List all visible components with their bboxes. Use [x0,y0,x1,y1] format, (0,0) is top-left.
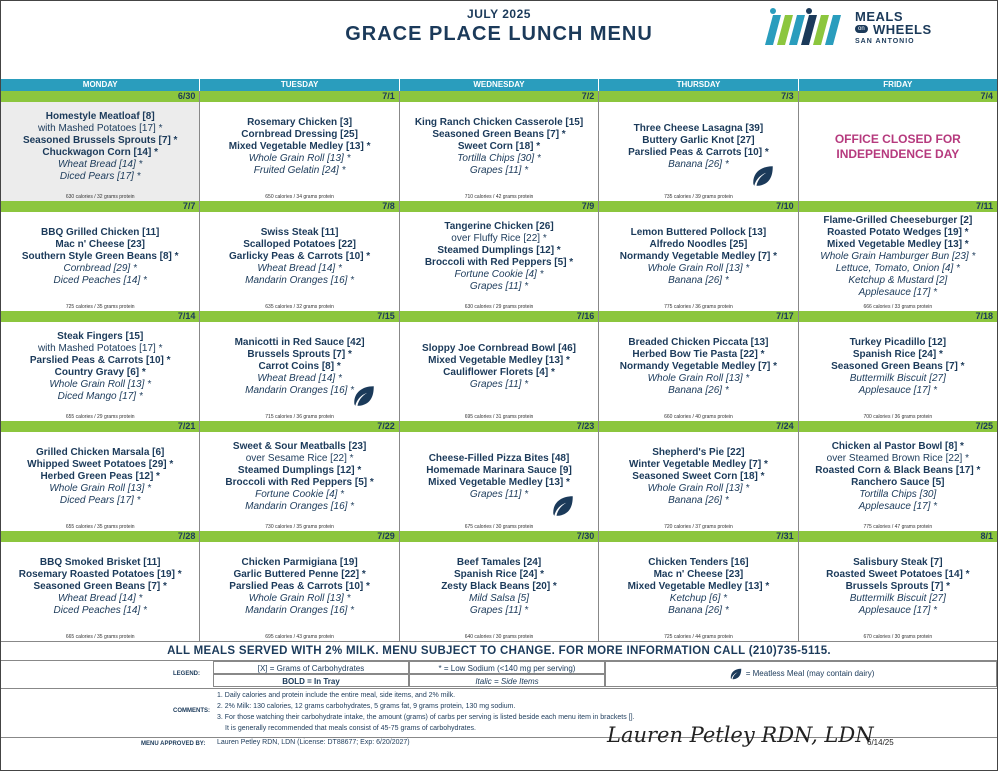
side-item: Ketchup & Mustard [2] [848,274,948,286]
day-menu [799,212,997,301]
meatless-leaf-icon [550,493,576,519]
legend [1,660,997,689]
calorie-info: 675 calories / 30 grams protein [464,524,534,530]
day-menu [599,322,797,411]
side-item: Banana [26] * [668,274,729,286]
side-item: Applesauce [17] * [858,604,938,616]
side-item: Diced Pears [17] * [59,494,141,506]
side-item: Cornbread [29] * [63,262,137,274]
side-item: Ketchup [6] * [669,592,728,604]
day-menu [400,212,598,301]
day-cell [200,91,399,201]
calorie-info: 630 calories / 32 grams protein [65,194,135,200]
legend-meatless [605,661,997,687]
main-item: Seasoned Brussels Sprouts [7] * [22,134,178,146]
main-item: King Ranch Chicken Casserole [15] [414,116,584,128]
day-menu [400,542,598,631]
main-item: Cornbread Dressing [25] [241,128,358,140]
logo-text-city: SAN ANTONIO [855,38,915,45]
main-item: Alfredo Noodles [25] [649,238,748,250]
side-item: Mandarin Oranges [16] * [245,384,355,396]
main-item: BBQ Smoked Brisket [11] [39,556,161,568]
comment-line-4: It is generally recommended that meals consist of 45-75 grams of carbohydrates. [225,725,476,732]
day-menu [1,542,199,631]
legend-meatless-text: = Meatless Meal (may contain dairy) [745,669,875,678]
day-cell [599,311,798,421]
day-date: 7/21 [1,421,199,432]
day-date: 7/29 [200,531,398,542]
day-date: 7/3 [599,91,797,102]
calorie-info: 725 calories / 44 grams protein [664,634,733,640]
calorie-info: 710 calories / 42 grams protein [464,194,534,200]
day-date: 7/16 [400,311,598,322]
week-row [1,91,997,201]
main-item: Seasoned Green Beans [7] * [33,580,167,592]
meatless-leaf-icon [351,383,377,409]
main-item: Herbed Green Peas [12] * [40,470,160,482]
main-item: Flame-Grilled Cheeseburger [2] [823,214,973,226]
main-item: Roasted Corn & Black Beans [17] * [815,464,981,476]
day-cell [599,421,798,531]
day-cell [1,531,200,641]
calorie-info: 775 calories / 36 grams protein [664,304,733,310]
day-cell [1,201,200,311]
week-row [1,201,997,311]
comment-lines [217,690,634,734]
main-item: Shepherd's Pie [22] [652,446,745,458]
day-date: 7/31 [599,531,797,542]
main-item: over Steamed Brown Rice [22] * [826,452,969,464]
main-item: Parslied Peas & Carrots [10] * [628,146,769,158]
day-menu [400,322,598,411]
calorie-info: 695 calories / 43 grams protein [265,634,334,640]
meals-on-wheels-logo [761,5,981,49]
side-item: Diced Mango [17] * [57,390,143,402]
comment-line-3: 3. For those watching their carbohydrate intake, the amount (grams) of carbs per serving is listed beside each menu item in brackets []. [217,714,635,721]
main-item: Chicken Tenders [16] [648,556,749,568]
main-item: Seasoned Sweet Corn [18] * [632,470,765,482]
day-menu [1,212,199,301]
logo-text-on: on [855,25,868,33]
side-item: Whole Grain Roll [13] * [647,372,750,384]
side-item: Whole Grain Roll [13] * [49,482,152,494]
day-date: 7/17 [599,311,797,322]
comment-line-2: 2. 2% Milk: 130 calories, 12 grams carbohydrates, 5 grams fat, 9 grams protein, 130 mg sodium. [217,703,516,710]
side-item: Wheat Bread [14] * [57,158,143,170]
main-item: Mixed Vegetable Medley [13] * [228,140,371,152]
side-item: Mild Salsa [5] [469,592,530,604]
main-item: Manicotti in Red Sauce [42] [234,336,365,348]
day-date: 7/24 [599,421,797,432]
main-item: Rosemary Roasted Potatoes [19] * [18,568,182,580]
side-item: Lettuce, Tomato, Onion [4] * [835,262,960,274]
day-menu [799,542,997,631]
day-date: 7/25 [799,421,997,432]
side-item: Grapes [11] * [469,604,529,616]
day-date: 7/14 [1,311,199,322]
main-item: Parslied Peas & Carrots [10] * [229,580,370,592]
day-cell [400,311,599,421]
calorie-info: 700 calories / 36 grams protein [863,414,933,420]
side-item: Whole Grain Roll [13] * [647,482,750,494]
side-item: Mandarin Oranges [16] * [245,274,355,286]
main-item: Chicken Parmigiana [19] [241,556,358,568]
side-item: Wheat Bread [14] * [57,592,143,604]
side-item: Diced Peaches [14] * [53,604,147,616]
main-item: Mac n' Cheese [23] [55,238,146,250]
calorie-info: 666 calories / 33 grams protein [863,304,933,310]
main-item: Garlic Buttered Penne [22] * [233,568,366,580]
day-cell [799,91,997,201]
day-menu [1,322,199,411]
side-item: Whole Grain Roll [13] * [647,262,750,274]
main-item: Tangerine Chicken [26] [444,220,554,232]
day-menu [200,212,398,301]
main-item: Mixed Vegetable Medley [13] * [428,476,570,488]
main-item: Brussels Sprouts [7] * [247,348,352,360]
side-item: Whole Grain Hamburger Bun [23] * [820,250,976,262]
day-menu [1,432,199,521]
side-item: Fruited Gelatin [24] * [253,164,346,176]
day-date: 7/1 [200,91,398,102]
day-cell [799,531,997,641]
side-item: Grapes [11] * [469,164,529,176]
main-item: Ranchero Sauce [5] [851,476,945,488]
main-item: Roasted Potato Wedges [19] * [827,226,969,238]
day-menu [1,102,199,191]
main-item: Steamed Dumplings [12] * [437,244,561,256]
legend-carbs: [X] = Grams of Carbohydrates [213,661,409,674]
weekday-monday: MONDAY [1,79,200,91]
day-date: 7/22 [200,421,398,432]
day-menu [599,432,797,521]
calorie-info: 655 calories / 29 grams protein [65,414,135,420]
main-item: Normandy Vegetable Medley [7] * [619,360,778,372]
calorie-info: 630 calories / 29 grams protein [464,304,534,310]
day-cell [400,421,599,531]
side-item: Buttermilk Biscuit [27] [849,592,946,604]
calorie-info: 775 calories / 47 grams protein [863,524,933,530]
calorie-info: 665 calories / 35 grams protein [65,634,135,640]
calorie-info: 670 calories / 30 grams protein [863,634,933,640]
day-date: 7/9 [400,201,598,212]
day-cell [799,201,997,311]
day-cell [200,201,399,311]
day-menu [400,102,598,191]
main-item: Carrot Coins [8] * [258,360,341,372]
day-menu [599,212,797,301]
day-menu [200,102,398,191]
legend-low-sodium: * = Low Sodium (<140 mg per serving) [409,661,605,674]
day-date: 7/11 [799,201,997,212]
week-row [1,421,997,531]
legend-bold: BOLD = In Tray [213,674,409,687]
day-date: 7/23 [400,421,598,432]
day-cell [400,91,599,201]
milk-notice: ALL MEALS SERVED WITH 2% MILK. MENU SUBJECT TO CHANGE. FOR MORE INFORMATION CALL (210)735-5115. [1,641,997,661]
legend-label: LEGEND: [173,671,200,677]
main-item: Country Gravy [6] * [54,366,146,378]
calorie-info: 735 calories / 39 grams protein [664,194,733,200]
calorie-info: 655 calories / 35 grams protein [65,524,135,530]
header [1,1,997,53]
main-item: Buttery Garlic Knot [27] [642,134,755,146]
main-item: over Fluffy Rice [22] * [451,232,547,244]
main-item: Mixed Vegetable Medley [13] * [627,580,770,592]
main-item: Southern Style Green Beans [8] * [21,250,179,262]
side-item: Buttermilk Biscuit [27] [849,372,946,384]
approval-label: MENU APPROVED BY: [141,741,206,747]
calorie-info: 695 calories / 31 grams protein [464,414,534,420]
day-menu [200,432,398,521]
day-date: 6/30 [1,91,199,102]
side-item: Grapes [11] * [469,488,529,500]
day-cell [400,201,599,311]
calorie-info: 720 calories / 37 grams protein [664,524,733,530]
main-item: Roasted Sweet Potatoes [14] * [826,568,970,580]
day-menu [799,432,997,521]
day-date: 7/4 [799,91,997,102]
main-item: Cauliflower Florets [4] * [443,366,555,378]
weekday-thursday: THURSDAY [599,79,798,91]
side-item: Diced Pears [17] * [59,170,141,182]
day-cell [1,311,200,421]
side-item: Mandarin Oranges [16] * [245,500,355,512]
main-item: over Sesame Rice [22] * [245,452,354,464]
side-item: Fortune Cookie [4] * [255,488,345,500]
main-item: Steak Fingers [15] [57,330,144,342]
day-cell [200,311,399,421]
day-date: 7/8 [200,201,398,212]
side-item: Banana [26] * [668,494,729,506]
side-item: Whole Grain Roll [13] * [49,378,152,390]
main-item: Turkey Picadillo [12] [849,336,947,348]
logo-text-wheels: WHEELS [873,22,932,37]
main-item: Beef Tamales [24] [456,556,542,568]
main-item: Mac n' Cheese [23] [653,568,744,580]
calorie-info: 660 calories / 40 grams protein [664,414,733,420]
day-date: 7/10 [599,201,797,212]
main-item: with Mashed Potatoes [17] * [37,122,163,134]
main-item: Three Cheese Lasagna [39] [633,122,764,134]
side-item: Applesauce [17] * [858,500,938,512]
logo-text-meals: MEALS [855,9,903,24]
main-item: Normandy Vegetable Medley [7] * [619,250,778,262]
side-item: Wheat Bread [14] * [257,262,342,274]
weekday-tuesday: TUESDAY [200,79,399,91]
main-item: Herbed Bow Tie Pasta [22] * [632,348,765,360]
legend-italic: Italic = Side Items [409,674,605,687]
main-item: Salisbury Steak [7] [853,556,943,568]
main-item: Chicken al Pastor Bowl [8] * [831,440,964,452]
main-item: Chuckwagon Corn [14] * [42,146,158,158]
main-item: Cheese-Filled Pizza Bites [48] [428,452,570,464]
main-item: Swiss Steak [11] [260,226,339,238]
meatless-leaf-icon [750,163,776,189]
main-item: Scalloped Potatoes [22] [243,238,357,250]
main-item: Grilled Chicken Marsala [6] [36,446,165,458]
side-item: Wheat Bread [14] * [257,372,342,384]
calorie-info: 715 calories / 36 grams protein [265,414,334,420]
main-item: with Mashed Potatoes [17] * [37,342,163,354]
menu-title: GRACE PLACE LUNCH MENU [345,23,653,45]
main-item: Seasoned Green Beans [7] * [831,360,965,372]
day-date: 7/7 [1,201,199,212]
approval-text: Lauren Petley RDN, LDN (License: DT88677; Exp: 6/20/2027) [217,739,410,746]
main-item: Broccoli with Red Peppers [5] * [424,256,574,268]
side-item: Applesauce [17] * [858,286,938,298]
side-item: Tortilla Chips [30] [859,488,937,500]
day-menu [200,542,398,631]
week-row [1,531,997,641]
side-item: Mandarin Oranges [16] * [245,604,355,616]
side-item: Fortune Cookie [4] * [454,268,544,280]
comment-line-1: 1. Daily calories and protein include the entire meal, side items, and 2% milk. [217,692,456,699]
main-item: Brussels Sprouts [7] * [845,580,951,592]
side-item: Diced Peaches [14] * [53,274,147,286]
main-item: Mixed Vegetable Medley [13] * [826,238,969,250]
side-item: Whole Grain Roll [13] * [248,592,351,604]
main-item: Sweet Corn [18] * [457,140,541,152]
main-item: Zesty Black Beans [20] * [441,580,557,592]
weekday-wednesday: WEDNESDAY [400,79,599,91]
signature-date: 6/14/25 [867,738,894,747]
main-item: Homemade Marinara Sauce [9] [426,464,572,476]
main-item: Whipped Sweet Potatoes [29] * [27,458,174,470]
dietitian-signature: Lauren Petley RDN, LDN [607,723,874,747]
weekday-friday: FRIDAY [799,79,997,91]
day-cell [799,421,997,531]
day-date: 7/28 [1,531,199,542]
weekday-header-row [1,79,997,91]
day-cell [599,91,798,201]
main-item: Winter Vegetable Medley [7] * [629,458,768,470]
office-closed-notice: OFFICE CLOSED FOR INDEPENDENCE DAY [834,131,961,161]
calorie-info: 640 calories / 30 grams protein [464,634,534,640]
side-item: Tortilla Chips [30] * [457,152,541,164]
side-item: Whole Grain Roll [13] * [248,152,351,164]
comments-label: COMMENTS: [173,708,210,714]
calorie-info: 730 calories / 35 grams protein [265,524,334,530]
main-item: Homestyle Meatloaf [8] [45,110,155,122]
main-item: Steamed Dumplings [12] * [237,464,362,476]
day-cell [799,311,997,421]
day-date: 7/2 [400,91,598,102]
main-item: Lemon Buttered Pollock [13] [630,226,767,238]
main-item: Spanish Rice [24] * [852,348,943,360]
main-item: Spanish Rice [24] * [454,568,545,580]
calorie-info: 635 calories / 32 grams protein [265,304,334,310]
side-item: Grapes [11] * [469,280,529,292]
main-item: Garlicky Peas & Carrots [10] * [229,250,371,262]
day-menu [799,322,997,411]
day-cell [599,201,798,311]
main-item: Sloppy Joe Cornbread Bowl [46] [422,342,576,354]
day-date: 7/15 [200,311,398,322]
day-cell [200,421,399,531]
main-item: Parslied Peas & Carrots [10] * [29,354,171,366]
day-cell [400,531,599,641]
main-item: Sweet & Sour Meatballs [23] [232,440,367,452]
side-item: Applesauce [17] * [858,384,938,396]
menu-calendar-grid [1,91,997,641]
side-item: Banana [26] * [668,384,729,396]
week-row [1,311,997,421]
leaf-icon [728,667,744,681]
side-item: Banana [26] * [668,604,729,616]
calorie-info: 725 calories / 35 grams protein [65,304,135,310]
day-cell [200,531,399,641]
calorie-info: 650 calories / 34 grams protein [265,194,334,200]
side-item: Banana [26] * [668,158,729,170]
main-item: Rosemary Chicken [3] [247,116,353,128]
main-item: Mixed Vegetable Medley [13] * [428,354,570,366]
day-cell [1,421,200,531]
logo-mark-icon [761,7,851,47]
main-item: BBQ Grilled Chicken [11] [41,226,160,238]
main-item: Broccoli with Red Peppers [5] * [225,476,374,488]
side-item: Grapes [11] * [469,378,529,390]
day-date: 7/30 [400,531,598,542]
day-date: 8/1 [799,531,997,542]
day-menu [799,102,997,191]
day-cell [599,531,798,641]
menu-month: JULY 2025 [467,7,531,21]
main-item: Seasoned Green Beans [7] * [432,128,566,140]
day-date: 7/18 [799,311,997,322]
main-item: Breaded Chicken Piccata [13] [628,336,769,348]
day-cell [1,91,200,201]
day-menu [599,542,797,631]
